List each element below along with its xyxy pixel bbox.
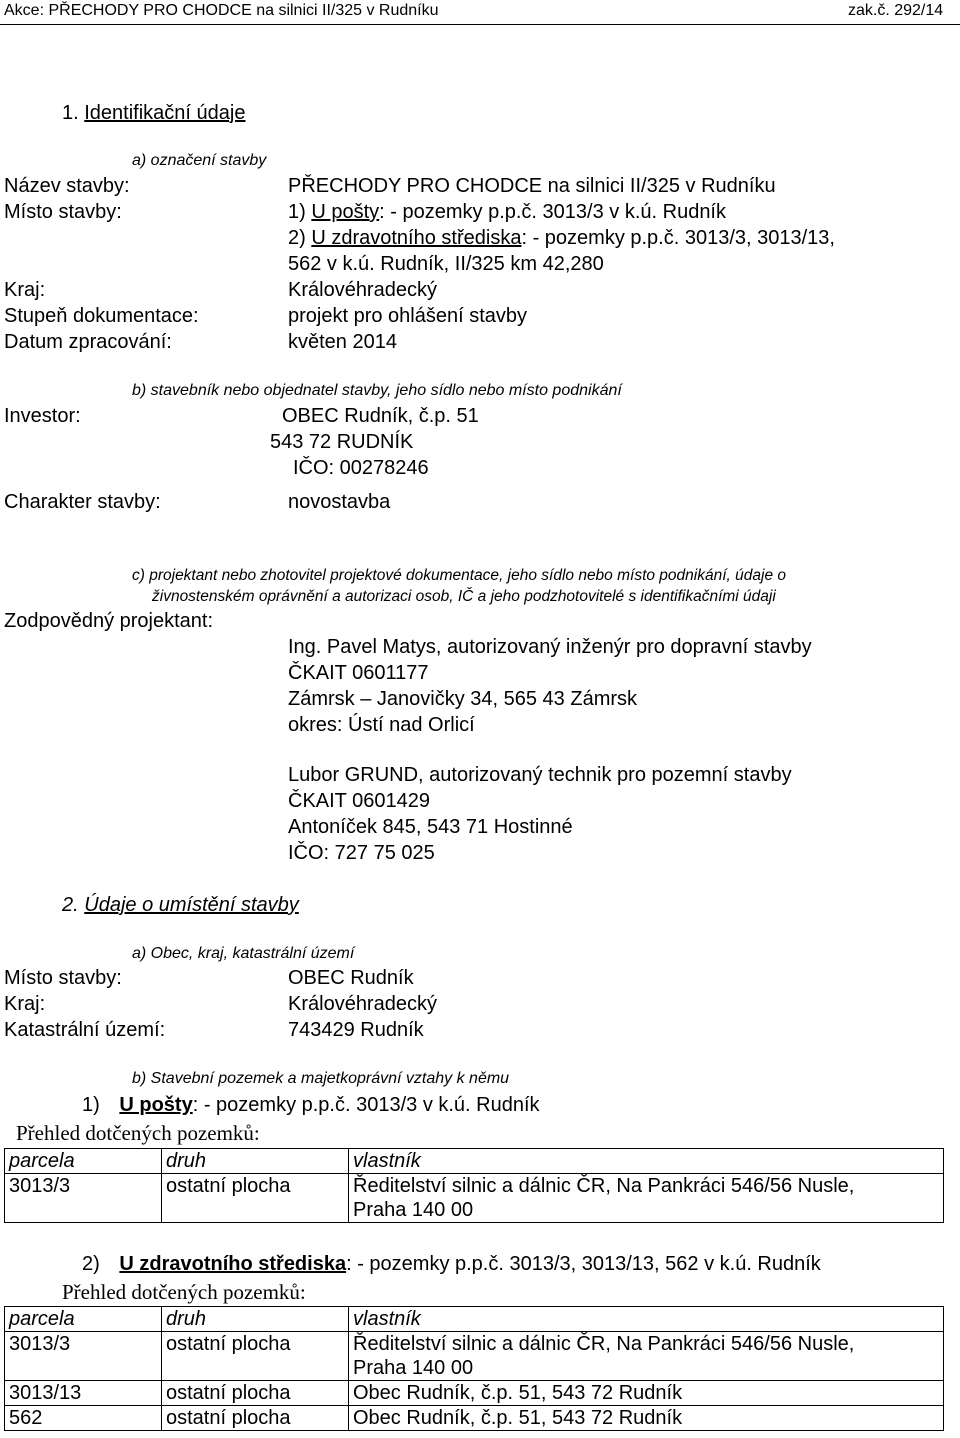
projektant-2-line-4: IČO: 727 75 025 <box>288 842 435 864</box>
table-cell-vlastnik: Obec Rudník, č.p. 51, 543 72 Rudník <box>349 1406 944 1431</box>
nazev-label: Název stavby: <box>4 175 130 197</box>
projektant-2-line-3: Antoníček 845, 543 71 Hostinné <box>288 816 573 838</box>
table-header-vlastnik: vlastník <box>349 1307 944 1332</box>
table-header-parcela: parcela <box>5 1307 162 1332</box>
prehled-2-title: Přehled dotčených pozemků: <box>62 1280 306 1304</box>
subsection-1a-heading: a) označení stavby <box>132 152 267 169</box>
nazev-value: PŘECHODY PRO CHODCE na silnici II/325 v Rudníku <box>288 175 776 197</box>
kraj-value: Královéhradecký <box>288 279 437 301</box>
misto-line-2-rest: : - pozemky p.p.č. 3013/3, 3013/13, <box>521 227 835 249</box>
header-zakazka: zak.č. 292/14 <box>848 2 944 19</box>
subsection-1c-heading-line-1: c) projektant nebo zhotovitel projektové dokumentace, jeho sídlo nebo místo podnikání, údaje o <box>132 567 786 584</box>
subsection-2b-heading: b) Stavební pozemek a majetkoprávní vztahy k němu <box>132 1070 510 1087</box>
pozemek-item-2-number: 2) <box>82 1253 100 1275</box>
vlastnik-line-2: Praha 140 00 <box>353 1357 474 1379</box>
pozemky-table-2 <box>4 1306 944 1431</box>
table-header-row <box>5 1149 944 1174</box>
pozemek-item-1-number: 1) <box>82 1094 100 1116</box>
kraj-label: Kraj: <box>4 279 46 301</box>
pozemek-item-1-link: U pošty <box>119 1094 193 1116</box>
table-cell-parcela: 3013/3 <box>5 1174 162 1223</box>
kraj-2-label: Kraj: <box>4 993 46 1015</box>
investor-label: Investor: <box>4 405 81 427</box>
datum-value: květen 2014 <box>288 331 397 353</box>
misto-line-2-link: U zdravotního střediska <box>311 227 522 249</box>
misto-2-value: OBEC Rudník <box>288 967 414 989</box>
misto-line-1-prefix: 1) <box>288 201 312 223</box>
table-cell-vlastnik <box>349 1174 944 1223</box>
section-1-heading <box>62 102 245 125</box>
misto-line-2-prefix: 2) <box>288 227 312 249</box>
zodpovedny-projektant-label: Zodpovědný projektant: <box>4 610 214 632</box>
katastralni-value: 743429 Rudník <box>288 1019 424 1041</box>
table-header-druh: druh <box>162 1307 349 1332</box>
prehled-1-title: Přehled dotčených pozemků: <box>16 1121 260 1145</box>
investor-ico: IČO: 00278246 <box>293 457 429 479</box>
table-cell-druh: ostatní plocha <box>162 1332 349 1381</box>
vlastnik-line-1: Ředitelství silnic a dálnic ČR, Na Pankráci 546/56 Nusle, <box>353 1333 855 1355</box>
projektant-1-line-1: Ing. Pavel Matys, autorizovaný inženýr pro dopravní stavby <box>288 636 812 658</box>
projektant-1-line-2: ČKAIT 0601177 <box>288 662 429 684</box>
subsection-2a-heading: a) Obec, kraj, katastrální území <box>132 945 355 962</box>
table-row <box>5 1406 944 1431</box>
projektant-2-line-1: Lubor GRUND, autorizovaný technik pro pozemní stavby <box>288 764 792 786</box>
pozemky-table-1 <box>4 1148 944 1223</box>
projektant-1-line-3: Zámrsk – Janovičky 34, 565 43 Zámrsk <box>288 688 638 710</box>
stupen-label: Stupeň dokumentace: <box>4 305 199 327</box>
investor-line-1: OBEC Rudník, č.p. 51 <box>282 405 479 427</box>
pozemek-item-2 <box>82 1253 821 1276</box>
katastralni-label: Katastrální území: <box>4 1019 166 1041</box>
vlastnik-line-1: Ředitelství silnic a dálnic ČR, Na Pankráci 546/56 Nusle, <box>353 1175 855 1197</box>
table-row <box>5 1332 944 1381</box>
kraj-2-value: Královéhradecký <box>288 993 437 1015</box>
table-cell-druh: ostatní plocha <box>162 1381 349 1406</box>
investor-line-2: 543 72 RUDNÍK <box>270 431 414 453</box>
misto-line-1-link: U pošty <box>311 201 380 223</box>
table-header-vlastnik: vlastník <box>349 1149 944 1174</box>
subsection-1b-heading: b) stavebník nebo objednatel stavby, jeho sídlo nebo místo podnikání <box>132 382 622 399</box>
stupen-value: projekt pro ohlášení stavby <box>288 305 528 327</box>
section-1-number: 1. <box>62 102 79 124</box>
section-2-heading <box>62 894 299 917</box>
pozemek-item-2-rest: : - pozemky p.p.č. 3013/3, 3013/13, 562 v k.ú. Rudník <box>346 1253 821 1275</box>
table-cell-druh: ostatní plocha <box>162 1406 349 1431</box>
charakter-label: Charakter stavby: <box>4 491 161 513</box>
pozemek-item-1 <box>82 1094 540 1117</box>
table-cell-vlastnik: Obec Rudník, č.p. 51, 543 72 Rudník <box>349 1381 944 1406</box>
table-cell-vlastnik <box>349 1332 944 1381</box>
misto-label: Místo stavby: <box>4 201 122 223</box>
misto-line-2 <box>288 227 835 250</box>
subsection-1c-heading-line-2: živnostenském oprávnění a autorizaci osob, IČ a jeho podzhotovitelé s identifikačními údaji <box>152 588 776 605</box>
misto-line-1-rest: : - pozemky p.p.č. 3013/3 v k.ú. Rudník <box>379 201 726 223</box>
section-1-title: Identifikační údaje <box>84 102 246 124</box>
table-header-druh: druh <box>162 1149 349 1174</box>
table-cell-parcela: 3013/13 <box>5 1381 162 1406</box>
header-akce: Akce: PŘECHODY PRO CHODCE na silnici II/325 v Rudníku <box>4 2 439 19</box>
table-row <box>5 1381 944 1406</box>
table-cell-parcela: 3013/3 <box>5 1332 162 1381</box>
table-header-row <box>5 1307 944 1332</box>
table-row <box>5 1174 944 1223</box>
table-cell-druh: ostatní plocha <box>162 1174 349 1223</box>
projektant-2-line-2: ČKAIT 0601429 <box>288 790 430 812</box>
projektant-1-line-4: okres: Ústí nad Orlicí <box>288 714 475 736</box>
pozemek-item-2-link: U zdravotního střediska <box>119 1253 347 1275</box>
misto-line-1 <box>288 201 726 224</box>
section-2-number: 2. <box>62 894 79 916</box>
table-cell-parcela: 562 <box>5 1406 162 1431</box>
vlastnik-line-2: Praha 140 00 <box>353 1199 474 1221</box>
header-divider <box>0 24 960 25</box>
misto-2-label: Místo stavby: <box>4 967 122 989</box>
charakter-value: novostavba <box>288 491 391 513</box>
pozemek-item-1-rest: : - pozemky p.p.č. 3013/3 v k.ú. Rudník <box>192 1094 540 1116</box>
section-2-title: Údaje o umístění stavby <box>84 894 299 916</box>
misto-line-3: 562 v k.ú. Rudník, II/325 km 42,280 <box>288 253 604 275</box>
datum-label: Datum zpracování: <box>4 331 172 353</box>
table-header-parcela: parcela <box>5 1149 162 1174</box>
